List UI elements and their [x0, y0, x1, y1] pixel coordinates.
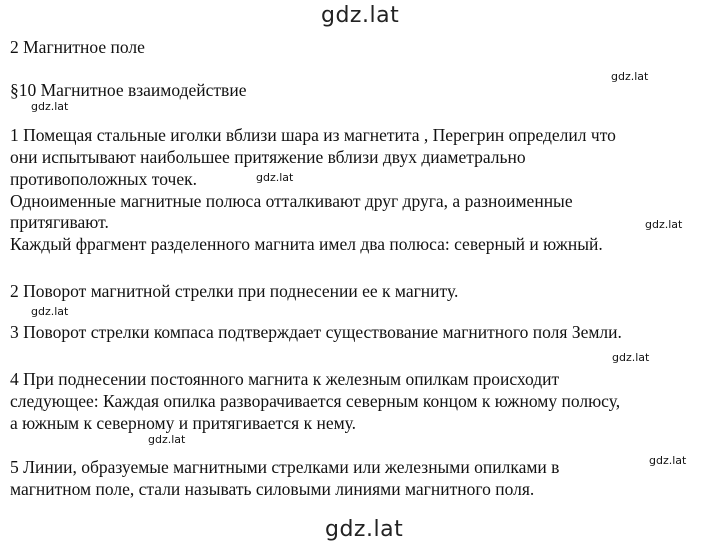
- answer-2-line: 2 Поворот магнитной стрелки при поднесении ее к магниту.: [10, 281, 459, 301]
- watermark-bottom: gdz.lat: [325, 517, 404, 542]
- answer-4-line: а южным к северному и притягивается к нему.: [10, 413, 357, 433]
- answer-1-line: они испытывают наибольшее притяжение вблизи двух диаметрально: [10, 147, 526, 167]
- answer-5-line: 5 Линии, образуемые магнитными стрелками или железными опилками в: [10, 457, 560, 477]
- answer-1-line: противоположных точек.: [10, 169, 197, 189]
- watermark-top: gdz.lat: [321, 3, 400, 28]
- section-title: §10 Магнитное взаимодействие: [10, 80, 247, 100]
- watermark-small: gdz.lat: [611, 70, 649, 83]
- watermark-small: gdz.lat: [649, 454, 687, 467]
- answer-1-line: 1 Помещая стальные иголки вблизи шара из магнетита , Перегрин определил что: [10, 125, 616, 145]
- watermark-small: gdz.lat: [256, 171, 294, 184]
- watermark-small: gdz.lat: [148, 433, 186, 446]
- answer-1-line: Одноименные магнитные полюса отталкивают друг друга, а разноименные: [10, 191, 573, 211]
- watermark-small: gdz.lat: [31, 100, 69, 113]
- answer-1-line: притягивают.: [10, 212, 109, 232]
- answer-1-line: Каждый фрагмент разделенного магнита имел два полюса: северный и южный.: [10, 234, 603, 254]
- chapter-title: 2 Магнитное поле: [10, 37, 145, 57]
- answer-4-line: 4 При поднесении постоянного магнита к железным опилкам происходит: [10, 369, 560, 389]
- answer-4-line: следующее: Каждая опилка разворачивается северным концом к южному полюсу,: [10, 391, 621, 411]
- watermark-small: gdz.lat: [645, 218, 683, 231]
- answer-3-line: 3 Поворот стрелки компаса подтверждает существование магнитного поля Земли.: [10, 322, 622, 342]
- answer-5-line: магнитном поле, стали называть силовыми линиями магнитного поля.: [10, 479, 535, 499]
- watermark-small: gdz.lat: [612, 351, 650, 364]
- watermark-small: gdz.lat: [31, 305, 69, 318]
